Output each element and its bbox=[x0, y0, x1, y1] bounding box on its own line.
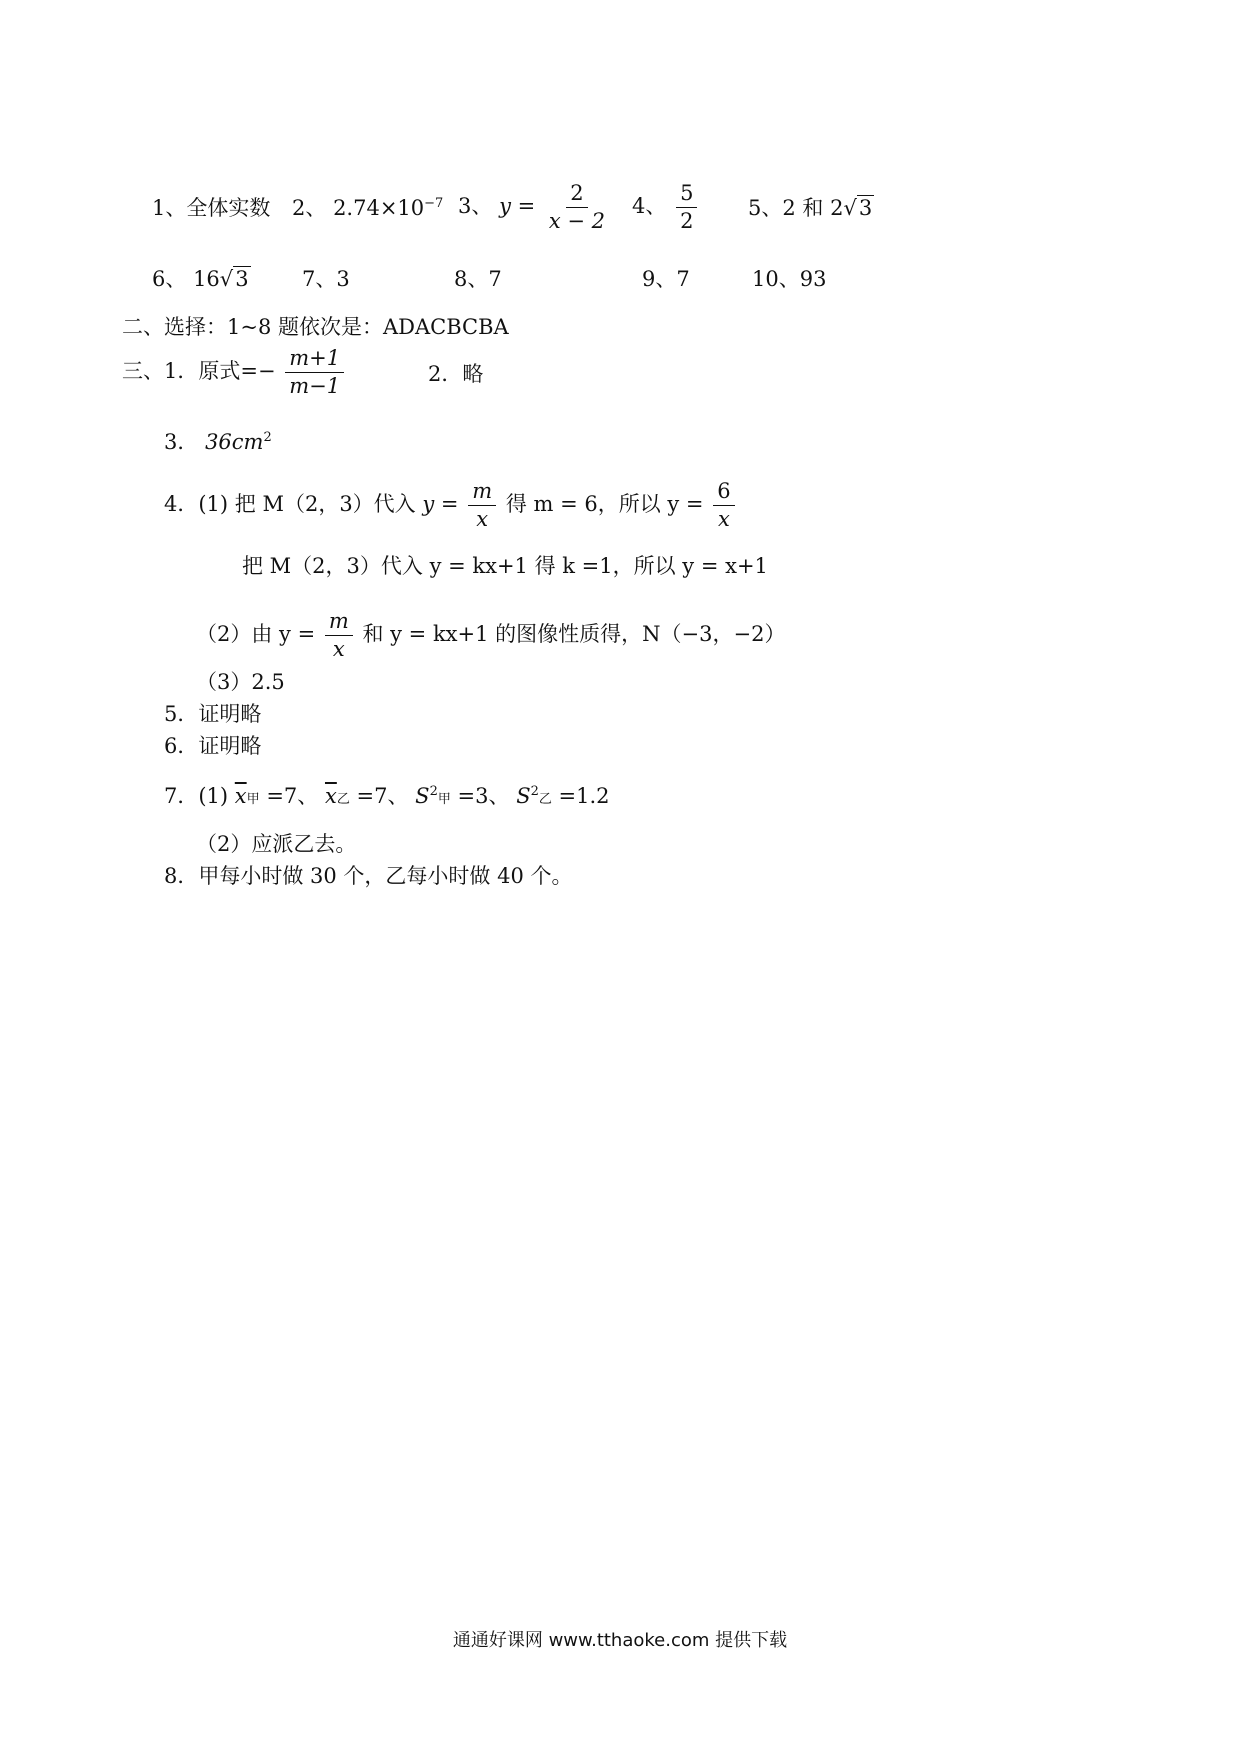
answer-3-numerator: 2 bbox=[566, 180, 587, 208]
footer-credit: 通通好课网 www.tthaoke.com 提供下载 bbox=[452, 1630, 788, 1651]
q4-1-denominator: x bbox=[476, 507, 489, 531]
answer-4 bbox=[632, 180, 700, 235]
q4-2-fraction bbox=[325, 608, 353, 663]
q7-value-1: =7、 bbox=[259, 784, 319, 808]
answer-4-fraction bbox=[676, 180, 697, 235]
section-3-q2: 2．略 bbox=[428, 362, 484, 386]
section-3-q6: 6．证明略 bbox=[164, 734, 262, 758]
answer-2-prefix: 2、 bbox=[292, 196, 327, 220]
q4-1-eq: y = bbox=[422, 492, 459, 516]
answer-8: 8、7 bbox=[454, 267, 502, 291]
q7-variance-sub-2: 乙 bbox=[538, 792, 552, 807]
section-3-q1 bbox=[122, 345, 347, 400]
sqrt-icon: √3 bbox=[219, 267, 249, 291]
q7-mean-x-1: $\overline{x}$ bbox=[234, 784, 247, 808]
q4-1-mid: 得 m = 6，所以 y = bbox=[505, 492, 704, 516]
answer-7: 7、3 bbox=[302, 267, 350, 291]
section-3-q4-3: （3）2.5 bbox=[196, 670, 285, 694]
q7-mean-x-2: $\overline{x}$ bbox=[324, 784, 337, 808]
section-3-q4-1 bbox=[164, 478, 738, 533]
q3-prefix: 3． bbox=[164, 430, 199, 454]
section-3-q4-1b: 把 M（2，3）代入 y = kx+1 得 k =1，所以 y = x+1 bbox=[242, 554, 768, 578]
answer-2-base: 2.74×10 bbox=[333, 196, 425, 220]
q4-2-numerator: m bbox=[325, 608, 353, 636]
answer-3-prefix: 3、 bbox=[458, 194, 493, 218]
q7-1-prefix: 7．(1) bbox=[164, 784, 229, 808]
section-3-q5: 5．证明略 bbox=[164, 702, 262, 726]
sqrt-icon: √3 bbox=[843, 196, 873, 220]
q1-prefix: 三、1．原式=− bbox=[122, 359, 276, 383]
q4-1-numerator: m bbox=[468, 478, 496, 506]
section-3-q7-2: （2）应派乙去。 bbox=[196, 832, 357, 856]
answer-5-radicand: 3 bbox=[858, 196, 873, 220]
q7-variance-s-1: S bbox=[415, 784, 430, 808]
answer-5 bbox=[748, 194, 874, 222]
q4-2-denominator: x bbox=[332, 637, 345, 661]
answer-6-radicand: 3 bbox=[235, 267, 249, 291]
q4-2-suffix: 和 y = kx+1 的图像性质得，N（−3，−2） bbox=[362, 622, 786, 646]
q4-1-fraction-2 bbox=[713, 478, 734, 533]
answer-3-fraction bbox=[545, 180, 609, 235]
q7-value-2: =7、 bbox=[349, 784, 409, 808]
q3-exponent: 2 bbox=[263, 430, 272, 445]
q7-variance-s-2: S bbox=[516, 784, 531, 808]
q4-1-prefix: 4．(1) 把 M（2，3）代入 bbox=[164, 492, 416, 516]
section-3-q8: 8．甲每小时做 30 个，乙每小时做 40 个。 bbox=[164, 864, 573, 888]
q4-1-fraction bbox=[468, 478, 496, 533]
answer-2-exponent: −7 bbox=[424, 196, 444, 211]
q7-value-3: =3、 bbox=[450, 784, 510, 808]
q4-2-prefix: （2）由 y = bbox=[196, 622, 316, 646]
answer-6 bbox=[152, 265, 251, 293]
answer-3 bbox=[458, 180, 612, 235]
section-2-choices: 二、选择：1~8 题依次是：ADACBCBA bbox=[122, 315, 509, 339]
answer-10: 10、93 bbox=[752, 267, 827, 291]
answer-6-coef: 16 bbox=[193, 267, 220, 291]
q7-value-4: =1.2 bbox=[551, 784, 610, 808]
q7-variance-sup-1: 2 bbox=[429, 784, 438, 799]
q1-fraction bbox=[285, 345, 344, 400]
answer-5-coef: 2 bbox=[830, 196, 844, 220]
answer-3-lhs: y = bbox=[499, 194, 536, 218]
section-3-q3 bbox=[164, 428, 272, 456]
answer-9: 9、7 bbox=[642, 267, 690, 291]
answer-1: 1、全体实数 bbox=[152, 196, 271, 220]
answer-5-prefix: 5、2 和 bbox=[748, 196, 824, 220]
q7-variance-sup-2: 2 bbox=[530, 784, 539, 799]
answer-6-prefix: 6、 bbox=[152, 267, 187, 291]
q7-variance-sub-1: 甲 bbox=[437, 792, 451, 807]
q4-1-numerator-2: 6 bbox=[713, 478, 734, 506]
q3-value: 36cm bbox=[205, 430, 264, 454]
answer-2 bbox=[292, 194, 443, 222]
q1-denominator: m−1 bbox=[289, 374, 341, 398]
section-3-q7-1 bbox=[164, 782, 610, 814]
q1-numerator: m+1 bbox=[285, 345, 344, 373]
q7-mean-sub-2: 乙 bbox=[336, 792, 350, 807]
answer-3-denominator: x − 2 bbox=[548, 209, 606, 233]
answer-4-numerator: 5 bbox=[676, 180, 697, 208]
q7-mean-sub-1: 甲 bbox=[246, 792, 260, 807]
section-3-q4-2 bbox=[196, 608, 785, 663]
answer-4-prefix: 4、 bbox=[632, 194, 667, 218]
answer-4-denominator: 2 bbox=[680, 209, 694, 233]
q4-1-denominator-2: x bbox=[717, 507, 730, 531]
